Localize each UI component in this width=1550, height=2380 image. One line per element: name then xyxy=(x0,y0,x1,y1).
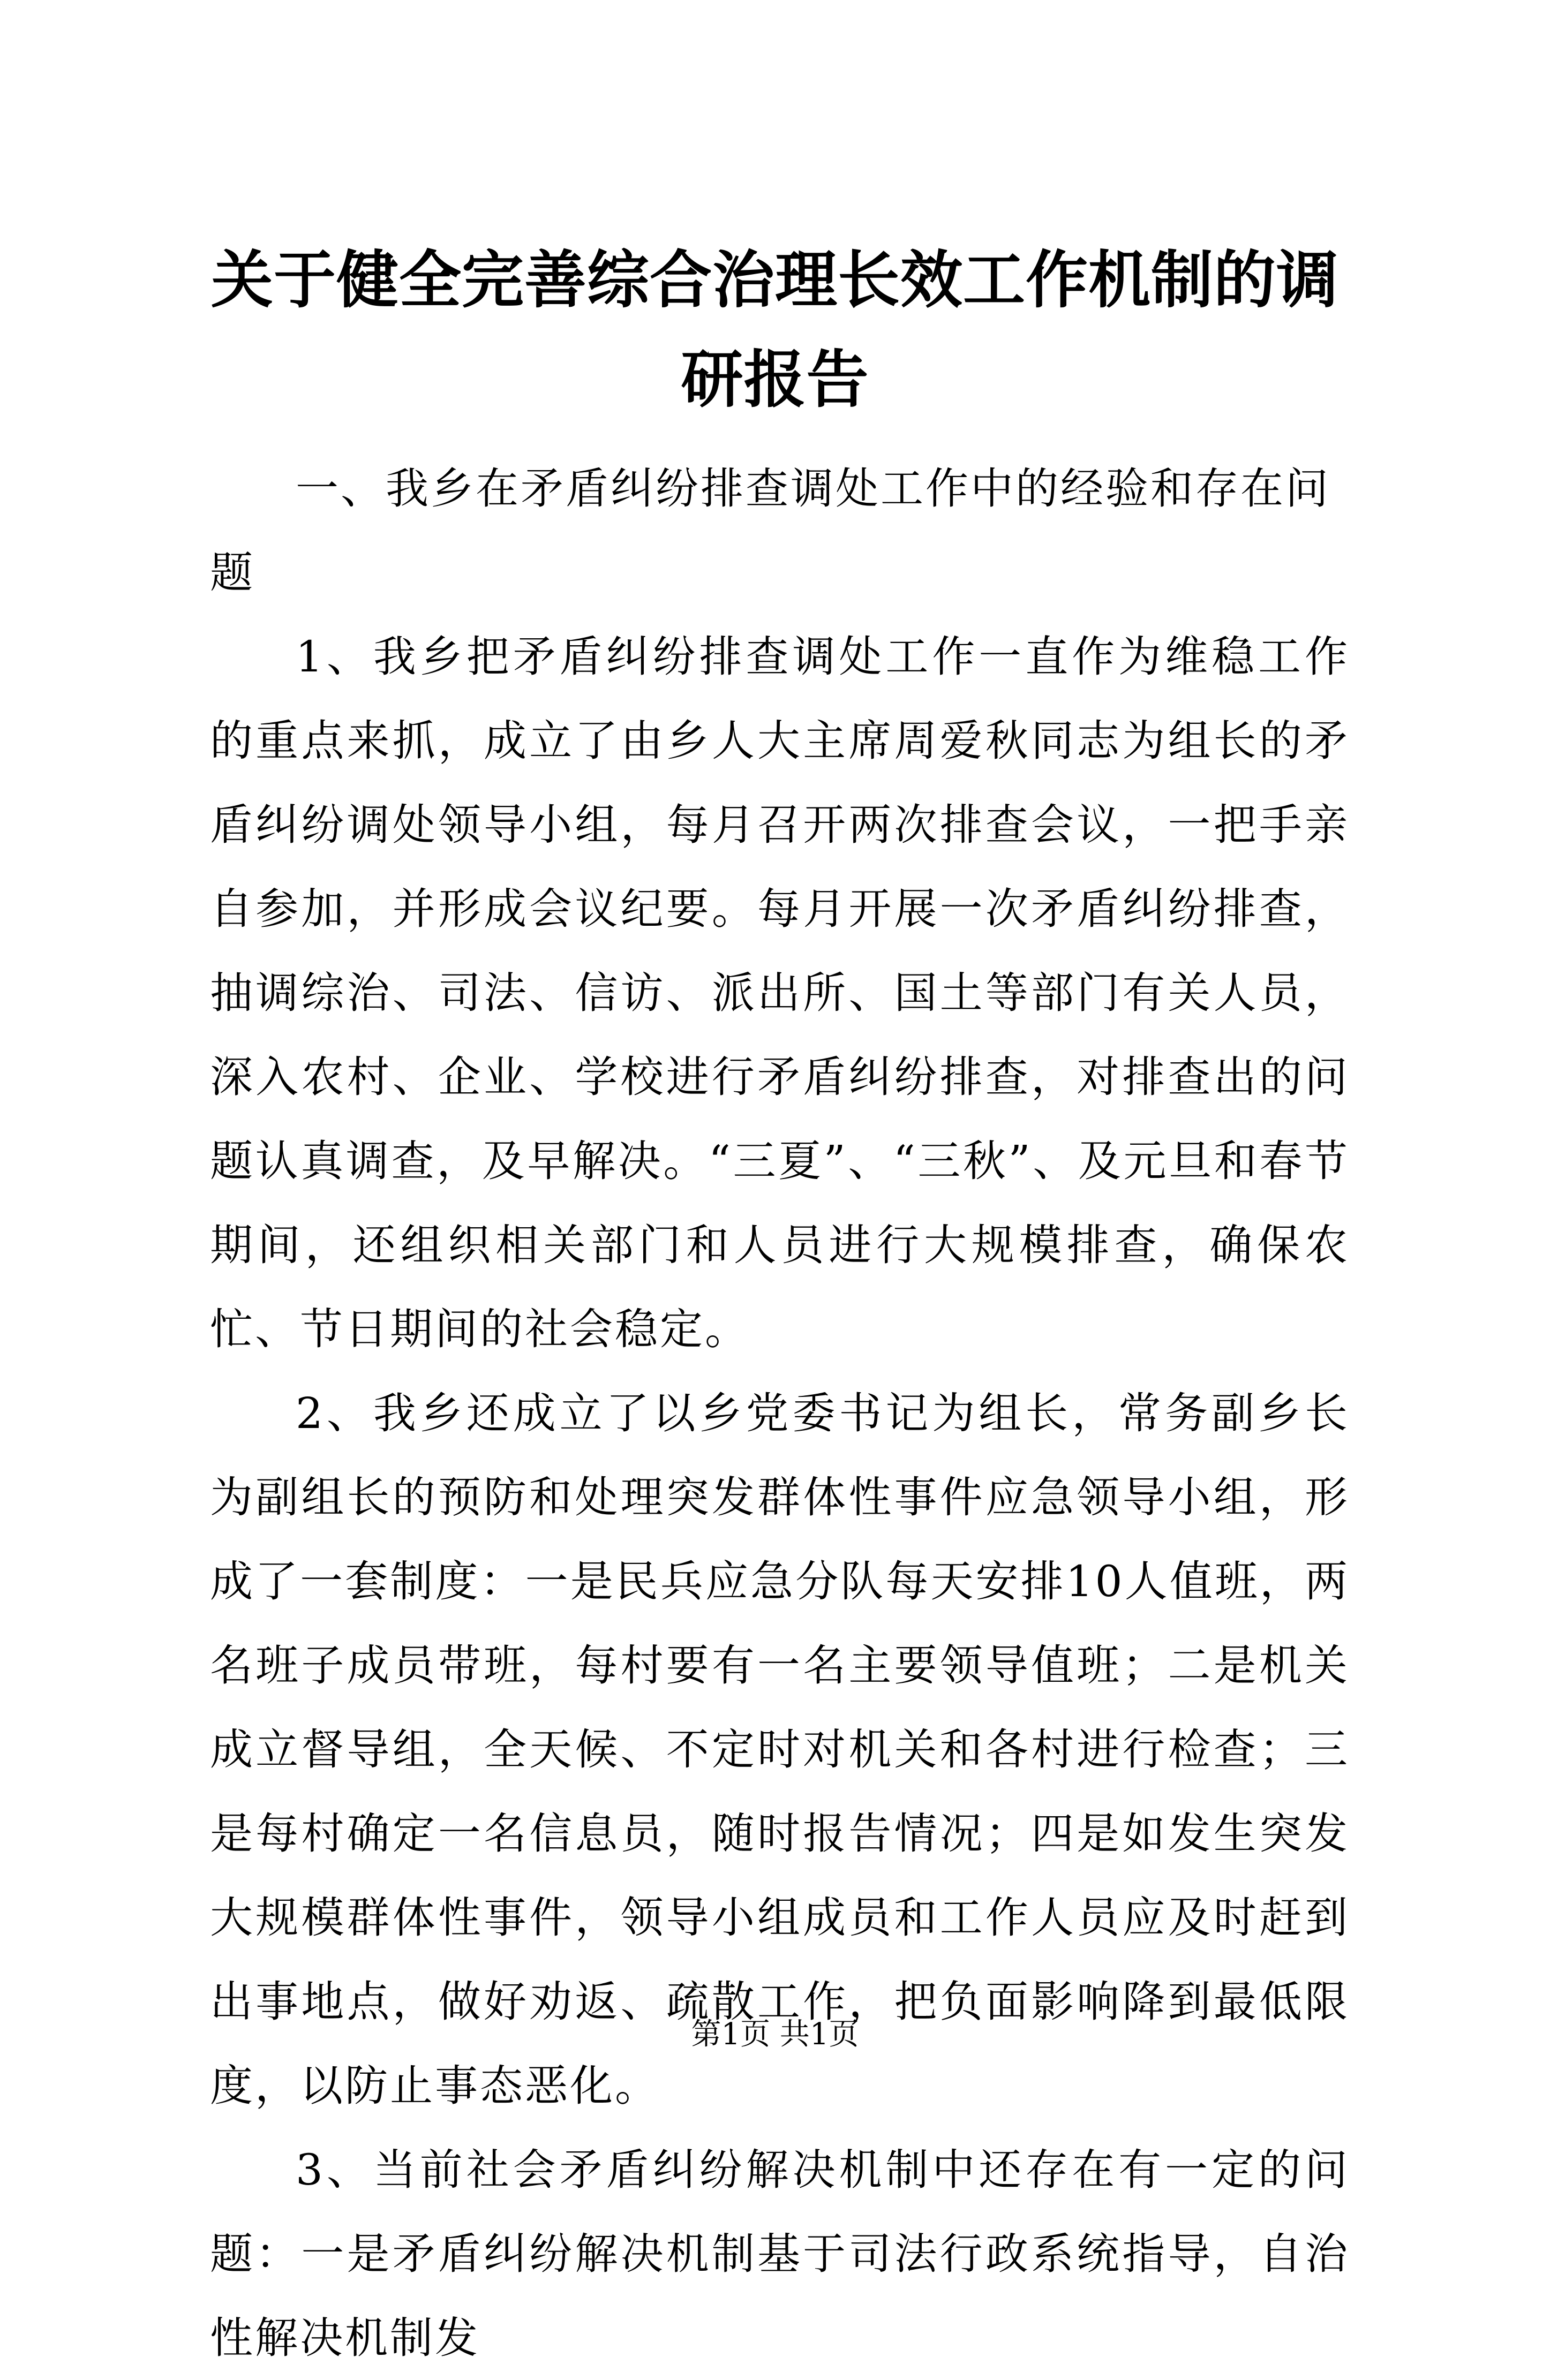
section-heading: 一、我乡在矛盾纠纷排查调处工作中的经验和存在问题 xyxy=(210,464,1330,598)
paragraph-1: 1、我乡把矛盾纠纷排查调处工作一直作为维稳工作的重点来抓，成立了由乡人大主席周爱秋同志为组长的矛盾纠纷调处领导小组，每月召开两次排查会议，一把手亲自参加，并形成会议纪要。每月开展一次矛盾纠纷排查，抽调综治、司法、信访、派出所、国土等部门有关人员，深入农村、企业、学校进行矛盾纠纷排查，对排查出的问题认真调查，及早解决。“三夏”、“三秋”、及元旦和春节期间，还组织相关部门和人员进行大规模排查，确保农忙、节日期间的社会稳定。 xyxy=(210,632,1350,1354)
paragraph-3: 3、当前社会矛盾纠纷解决机制中还存在有一定的问题：一是矛盾纠纷解决机制基于司法行政系统指导，自治性解决机制发 xyxy=(210,2145,1350,2363)
page-footer: 第1页 共1页 xyxy=(691,2017,859,2052)
paragraph-2: 2、我乡还成立了以乡党委书记为组长，常务副乡长为副组长的预防和处理突发群体性事件应急领导小组，形成了一套制度：一是民兵应急分队每天安排10人值班，两名班子成员带班，每村要有一名主要领导值班；二是机关成立督导组，全天候、不定时对机关和各村进行检查；三是每村确定一名信息员，随时报告情况；四是如发生突发大规模群体性事件，领导小组成员和工作人员应及时赶到出事地点，做好劝返、疏散工作，把负面影响降到最低限度，以防止事态恶化。 xyxy=(210,1388,1350,2111)
document-title: 关于健全完善综合治理长效工作机制的调研报告 xyxy=(211,244,1339,416)
document-body xyxy=(210,447,1350,2380)
